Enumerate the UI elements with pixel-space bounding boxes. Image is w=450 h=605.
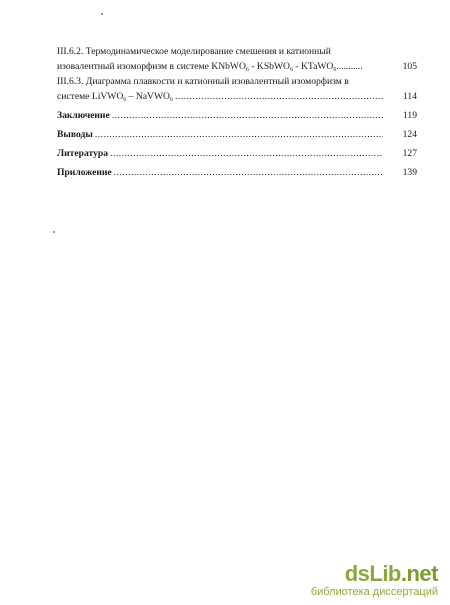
scan-speck: [101, 13, 103, 15]
dslib-watermark: [311, 562, 438, 599]
toc-item-conclusion: [57, 108, 417, 123]
toc-entry-3-6-2: [57, 44, 417, 74]
toc-item-label: Приложение: [57, 167, 112, 178]
table-of-contents: [57, 44, 417, 180]
toc-entry-formula: изовалентный изоморфизм в системе KNbWO$_6$ - KSbWO$_6$ - KTaWO$_6$...........: [57, 61, 363, 73]
toc-item-label: Заключение: [57, 110, 110, 121]
toc-entry-title-line: [57, 44, 417, 59]
toc-item-label: Выводы: [57, 129, 93, 140]
toc-entry-second-line: [57, 89, 417, 104]
toc-dot-leader: [95, 127, 383, 142]
toc-entry-3-6-3: [57, 74, 417, 104]
toc-page-number: 114: [402, 91, 417, 102]
toc-item-label: Литература: [57, 148, 109, 159]
toc-dot-leader: [175, 89, 383, 104]
toc-entry-title-line: [57, 74, 417, 89]
toc-page-number: 105: [402, 61, 417, 72]
toc-page-number: 124: [402, 129, 417, 140]
watermark-logo: dsLib.net: [344, 561, 438, 586]
toc-entry-title: III.6.2. Термодинамическое моделирование смешения и катионный: [57, 46, 331, 57]
toc-dot-leader: [110, 146, 383, 161]
toc-page-number: 139: [402, 167, 417, 178]
toc-item-findings: [57, 127, 417, 142]
toc-entry-second-line: [57, 59, 417, 74]
toc-entry-formula: системе LiVWO$_6$ – NaVWO$_6$: [57, 91, 173, 103]
toc-page-number: 127: [402, 148, 417, 159]
toc-dot-leader: [114, 165, 383, 180]
scan-speck: [53, 231, 55, 233]
toc-item-appendix: [57, 165, 417, 180]
toc-page-number: 119: [402, 110, 417, 121]
toc-dot-leader: [112, 108, 383, 123]
watermark-subtitle: библиотека диссертаций: [310, 586, 438, 598]
toc-entry-title: III.6.3. Диаграмма плавкости и катионный изовалентный изоморфизм в: [57, 76, 349, 87]
toc-item-literature: [57, 146, 417, 161]
